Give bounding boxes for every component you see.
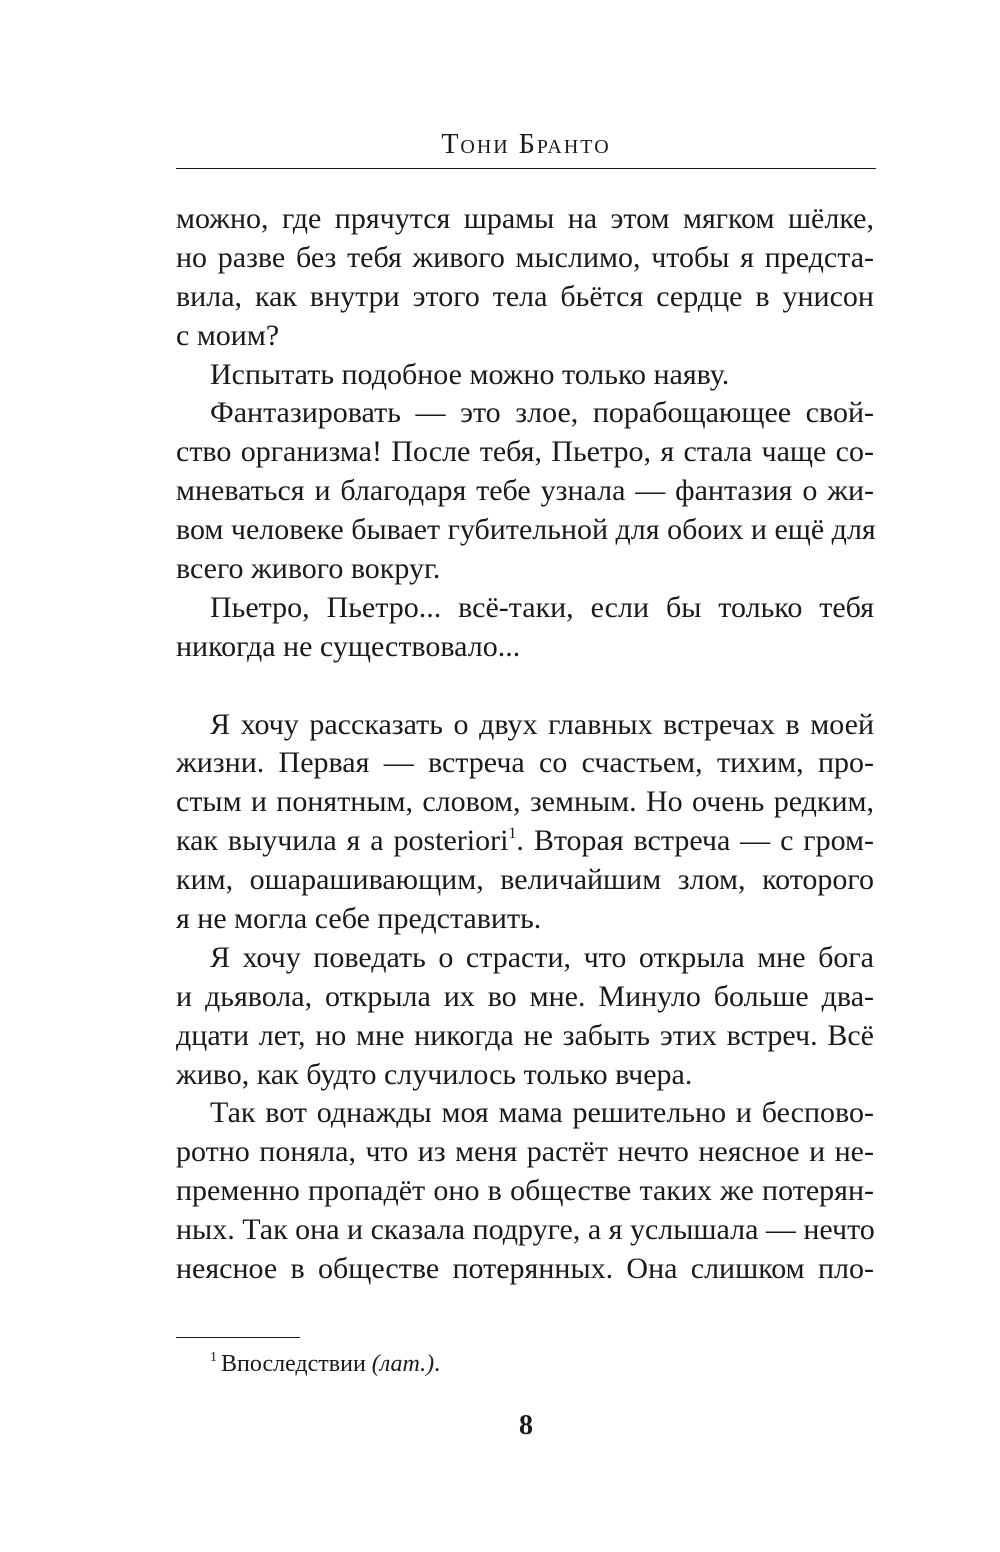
text-line: и дьявола, открыла их во мне. Минуло больше два- bbox=[176, 979, 874, 1013]
running-head: Тони Бранто bbox=[441, 129, 611, 160]
footnote-end: . bbox=[434, 1351, 441, 1377]
text-line bbox=[176, 822, 874, 861]
text-line: вила, как внутри этого тела бьётся сердце в унисон bbox=[176, 279, 874, 313]
text-fragment: как выучила я a posteriori bbox=[176, 824, 509, 858]
footnote-marker: 1 bbox=[210, 1350, 217, 1365]
text-line: ство организма! После тебя, Пьетро, я стала чаще со- bbox=[176, 435, 874, 469]
text-line: но разве без тебя живого мыслимо, чтобы я предста- bbox=[176, 240, 874, 274]
text-line: Фантазировать — это злое, порабощающее свой- bbox=[210, 396, 874, 430]
text-line: стым и понятным, словом, земным. Но очень редким, bbox=[176, 785, 874, 819]
text-line: никогда не существовало... bbox=[176, 629, 521, 663]
text-line: ротно поняла, что из меня растёт нечто неясное и не- bbox=[176, 1135, 874, 1169]
text-line: ким, ошарашивающим, величайшим злом, которого bbox=[176, 863, 874, 897]
text-line: всего живого вокруг. bbox=[176, 552, 441, 586]
text-line: мневаться и благодаря тебе узнала — фантазия о жи- bbox=[176, 474, 874, 508]
footnote-rule bbox=[176, 1337, 300, 1338]
footnote bbox=[210, 1349, 440, 1379]
footnote-text: Впоследствии bbox=[221, 1351, 372, 1377]
page-number: 8 bbox=[519, 1410, 533, 1441]
footnote-reference[interactable]: 1 bbox=[508, 825, 517, 843]
text-line: живо, как будто случилось только вчера. bbox=[176, 1057, 693, 1091]
text-line: дцати лет, но мне никогда не забыть этих встреч. Всё bbox=[176, 1018, 874, 1052]
text-line: я не могла себе представить. bbox=[176, 902, 542, 936]
text-line: неясное в обществе потерянных. Она слишком пло- bbox=[176, 1252, 874, 1286]
text-line: с моим? bbox=[176, 318, 280, 352]
body-text bbox=[176, 200, 874, 1289]
header-rule bbox=[176, 168, 876, 169]
section-break bbox=[176, 667, 874, 706]
text-line: ных. Так она и сказала подруге, а я услышала — нечто bbox=[176, 1213, 875, 1247]
text-line: жизни. Первая — встреча со счастьем, тихим, про- bbox=[176, 746, 874, 780]
text-line: Я хочу рассказать о двух главных встречах в моей bbox=[210, 707, 874, 741]
text-line: можно, где прячутся шрамы на этом мягком шёлке, bbox=[176, 202, 874, 235]
text-line: Пьетро, Пьетро... всё-таки, если бы только тебя bbox=[210, 590, 874, 624]
text-line: Испытать подобное можно только наяву. bbox=[210, 357, 730, 391]
text-line: Так вот однажды моя мама решительно и беспово- bbox=[210, 1096, 874, 1130]
text-line: пременно пропадёт оно в обществе таких же потерян- bbox=[176, 1174, 874, 1208]
text-line: Я хочу поведать о страсти, что открыла мне бога bbox=[210, 940, 874, 974]
text-line: вом человеке бывает губительной для обоих и ещё для bbox=[176, 513, 876, 547]
footnote-language-note: (лат.) bbox=[371, 1351, 435, 1377]
text-fragment: . Вторая встреча — с гром- bbox=[516, 824, 874, 858]
